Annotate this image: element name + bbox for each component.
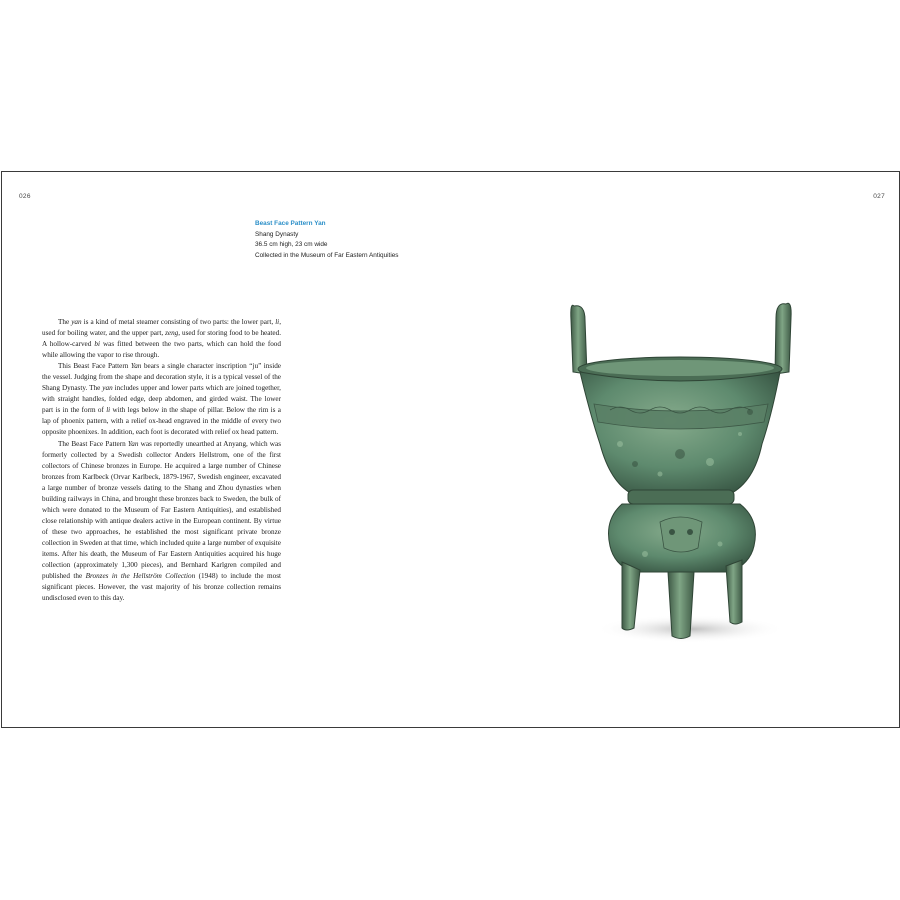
caption-dimensions: 36.5 cm high, 23 cm wide xyxy=(255,241,328,248)
caption-collection: Collected in the Museum of Far Eastern Antiquities xyxy=(255,251,399,259)
vessel-rim-inner xyxy=(586,360,774,376)
body-paragraph-3: The Beast Face Pattern Yan was reportedly unearthed at Anyang, which was formerly collected by a Swedish collector Anders Hellstrom, one of the first collectors of Chinese bronzes in Europe. He acquired a large number of Chinese bronzes from Karlbeck (Orvar Karlbeck, 1879-1967, Swedish engineer, excavated a large number of bronze vessels dating to the Shang and Zhou dynasties when building railways in China, and brought these bronzes back to Sweden, the bulk of which were donated to the Museum of Far Eastern Antiquities), and established close relationship with antique dealers active in the European continent. By virtue of these two approaches, he established the most significant private bronze collection in Sweden at that time, which included quite a large number of exquisite items. After his death, the Museum of Far Eastern Antiquities acquired his huge collection (approximately 1,300 pieces), and Bernhard Karlgren compiled and published the Bronzes in the Hellström Collection (1948) to include the most significant pieces. However, the vast majority of his bronze collection remains undisclosed even to this day. xyxy=(42,439,281,603)
girded-waist xyxy=(628,490,734,504)
body-text xyxy=(42,317,281,604)
ox-head-relief xyxy=(660,517,702,552)
bronze-yan-vessel-photo xyxy=(550,294,810,654)
artifact-caption xyxy=(255,219,515,261)
caption-dynasty: Shang Dynasty xyxy=(255,230,299,238)
right-handle xyxy=(775,303,791,374)
left-page-number: 026 xyxy=(19,193,31,200)
upper-bowl xyxy=(580,372,780,494)
body-paragraph-1: The yan is a kind of metal steamer consisting of two parts: the lower part, li, used for boiling water, and the upper part, zeng, used for storing food to be heated. A hollow-carved bi was fitted between the two parts, which can hold the food while allowing the vapor to rise through. xyxy=(42,318,282,360)
right-page-number: 027 xyxy=(873,193,885,200)
caption-title: Beast Face Pattern Yan xyxy=(255,220,326,227)
front-leg xyxy=(668,572,694,639)
book-spread xyxy=(1,171,900,728)
right-leg xyxy=(726,560,742,624)
body-paragraph-2: This Beast Face Pattern Yan bears a single character inscription “ju” inside the vessel. Judging from the shape and decoration style, it is a typical vessel of the Shang Dynasty. The yan includes upper and lower parts which are joined together, with straight handles, folded edge, deep abdomen, and girded waist. The lower part is in the form of li with legs below in the shape of pillar. Below the rim is a lap of phoenix pattern, with a relief ox-head engraved in the middle of every two opposite phoenixes. In addition, each foot is decorated with relief ox head pattern. xyxy=(42,362,281,437)
left-handle xyxy=(571,305,587,374)
